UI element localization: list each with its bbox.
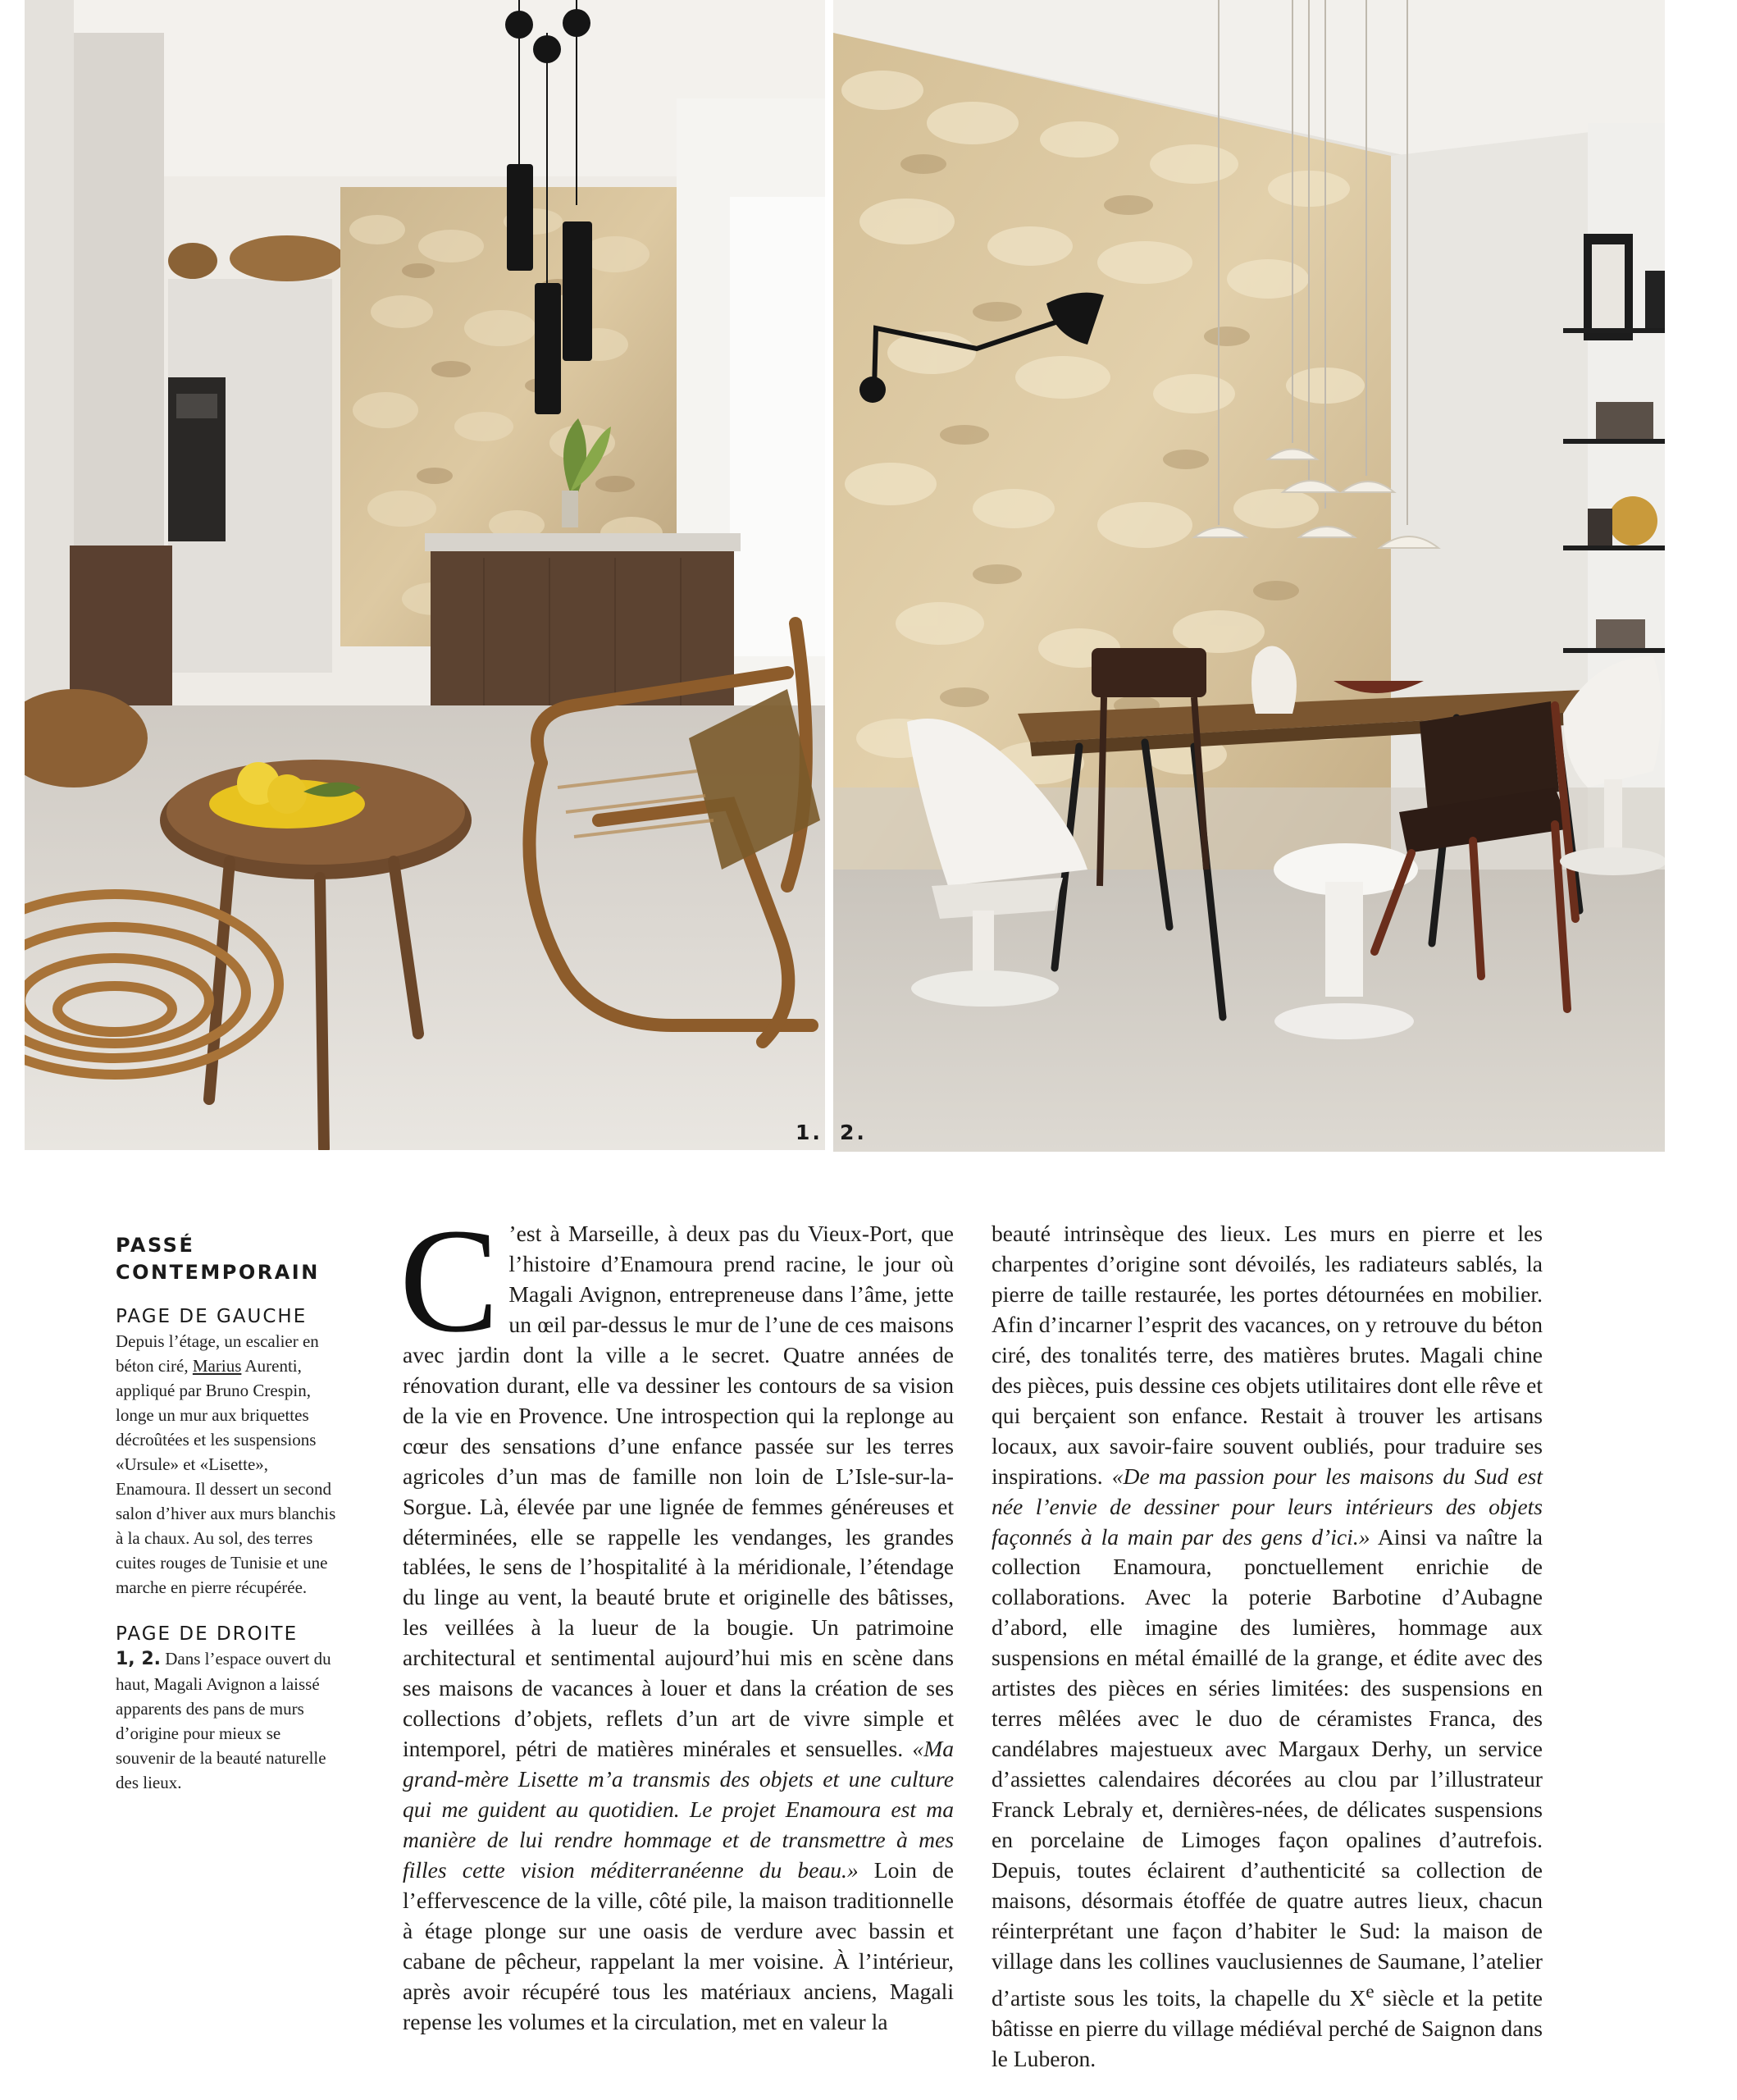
drop-cap: C: [399, 1198, 499, 1363]
sidebar-title-line1: PASSÉ: [116, 1234, 195, 1257]
kitchen-illustration: [25, 0, 825, 1150]
article-column-2: [992, 1219, 1543, 2097]
photo-dining-room: [833, 0, 1665, 1152]
col2-text-3: siècle et la petite bâtisse en pierre du village médiéval perché de Saignon dans le Luberon.: [992, 1985, 1543, 2071]
photo-kitchen: [25, 0, 825, 1150]
left-caption-underlined: Marius: [192, 1356, 242, 1376]
sidebar-title: [116, 1232, 337, 1286]
left-page-heading: PAGE DE GAUCHE: [116, 1306, 308, 1327]
col2-quote: «De ma passion pour les maisons du Sud est née l’envie de dessiner pour leurs intérieurs des objets façonnés à la main par des gens d’ici.»: [992, 1463, 1543, 1550]
col1-quote: «Ma grand-mère Lisette m’a transmis des objets et une culture qui me guident au quotidien. Le projet Enamoura est ma manière de lui rendre hommage et de transmettre à mes filles cette vision méditerranéenne du beau.»: [403, 1736, 954, 1883]
right-caption-refs: 1, 2.: [116, 1649, 161, 1669]
article-paragraph-2: [992, 1219, 1543, 2075]
century-superscript: e: [1365, 1980, 1375, 2002]
sidebar-title-line2: CONTEMPORAIN: [116, 1261, 320, 1284]
right-page-heading: PAGE DE DROITE: [116, 1623, 299, 1645]
left-page-caption: [116, 1329, 337, 1600]
photo-number-1: 1.: [796, 1121, 823, 1144]
dining-room-illustration: [833, 0, 1665, 1152]
col1-text-2: Loin de l’effervescence de la ville, côté pile, la maison traditionnelle à étage plonge sur une oasis de verdure avec bassin et cabane de pêcheur, rappelant la mer voisine. À l’intérieur, après avoir récupéré tous les matériaux anciens, Magali repense les volumes et la circulation, met en valeur la: [403, 1857, 954, 2034]
right-caption-text: Dans l’espace ouvert du haut, Magali Avignon a laissé apparents des pans de murs d’origine pour mieux se souvenir de la beauté naturelle des lieux.: [116, 1649, 331, 1792]
photo-number-2: 2.: [840, 1121, 867, 1144]
caption-sidebar: [116, 1232, 337, 1817]
right-page-caption: [116, 1646, 337, 1795]
col1-text-1: ’est à Marseille, à deux pas du Vieux-Port, que l’histoire d’Enamoura prend racine, le jour où Magali Avignon, entrepreneuse dans l’âme, jette un œil par-dessus le mur de l’une de ces maisons avec jardin dont la ville a le secret. Quatre années de rénovation durant, elle va dessiner les contours de sa vision de la vie en Provence. Une introspection qui la replonge au cœur des sensations d’une enfance passée sur les terres agricoles d’un mas de famille non loin de L’Isle-sur-la-Sorgue. Là, élevée par une lignée de femmes généreuses et déterminées, elle se rappelle les vendanges, les grandes tablées, le sens de l’hospitalité à la méridionale, l’étendage du linge au vent, la beauté brute et originelle des bâtisses, les veillées à la lueur de la bougie. Un patrimoine architectural et sentimental aujourd’hui mis en scène dans ses maisons de vacances à louer et dans la création de ses collections d’objets, reflets d’un art de vivre simple et intemporel, pétri de matières minérales et sensuelles.: [403, 1221, 954, 1762]
left-caption-part2: Aurenti, appliqué par Bruno Crespin, longe un mur aux briquettes décroûtées et les suspensions «Ursule» et «Lisette», Enamoura. Il dessert un second salon d’hiver aux murs blanchis à la chaux. Au sol, des terres cuites rouges de Tunisie et une marche en pierre récupérée.: [116, 1356, 336, 1597]
article-column-1: [399, 1198, 954, 2097]
left-caption-part1: Depuis l’étage, un escalier en béton ciré,: [116, 1331, 319, 1376]
col2-text-2: Ainsi va naître la collection Enamoura, ponctuellement enrichie de collaborations. Avec la poterie Barbotine d’Aubagne d’abord, elle imagine des lumières, hommage aux suspensions en métal émaillé de la grange, et édite avec des artistes des pièces en séries limitées: des suspensions en terres mêlées avec le duo de céramistes Franca, des candélabres majestueux avec Margaux Derhy, un service d’assiettes calendaires décorées au clou par l’illustrateur Franck Lebraly et, dernières-nées, de délicates suspensions en porcelaine de Limoges façon opalines d’autrefois. Depuis, toutes éclairent d’authenticité sa collection de maisons, désormais étoffée de quatre autres lieux, chacun réinterprétant une façon d’habiter le Sud: la maison de village dans les collines vauclusiennes de Saumane, l’atelier d’artiste sous les toits, la chapelle du X: [992, 1523, 1543, 2011]
article-paragraph-1: [399, 1198, 954, 2038]
col2-text-1: beauté intrinsèque des lieux. Les murs en pierre et les charpentes d’origine sont dévoilés, les radiateurs sablés, la pierre de taille restaurée, les portes détournées en mobilier. Afin d’incarner l’esprit des vacances, on y retrouve du béton ciré, des tonalités terre, des matières brutes. Magali chine des pièces, puis dessine ces objets utilitaires dont elle rêve et qui berçaient son enfance. Restait à trouver les artisans locaux, aux savoir-faire souvent oubliés, pour traduire ses inspirations.: [992, 1221, 1543, 1489]
